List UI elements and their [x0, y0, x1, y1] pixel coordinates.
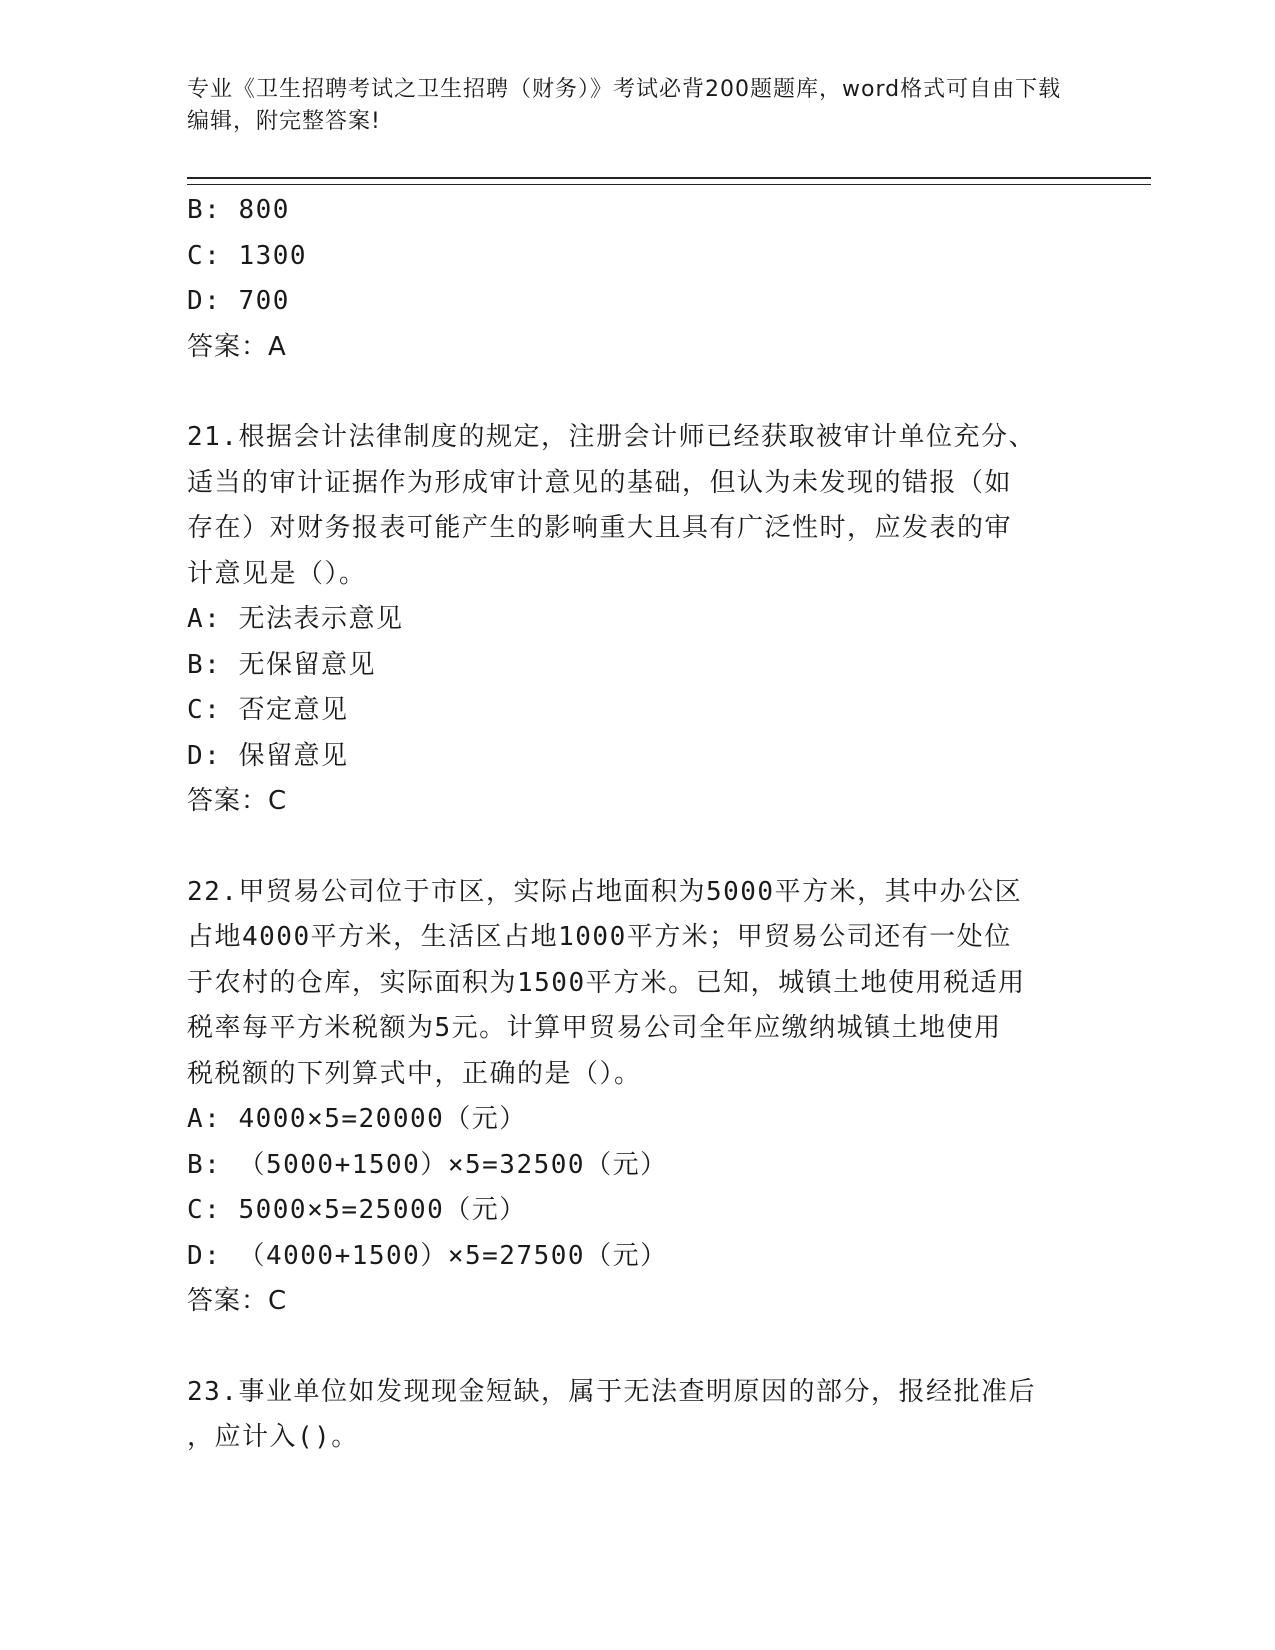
question-stem-line: 21.根据会计法律制度的规定，注册会计师已经获取被审计单位充分、: [187, 422, 1036, 452]
question-stem-line: ，应计入()。: [187, 1422, 359, 1452]
document-body: [187, 188, 1067, 1461]
question-stem-line: 税率每平方米税额为5元。计算甲贸易公司全年应缴纳城镇土地使用: [187, 1013, 1002, 1043]
question-stem-line: 计意见是（）。: [187, 558, 367, 589]
question-stem-line: 适当的审计证据作为形成审计意见的基础，但认为未发现的错报（如: [187, 467, 1013, 498]
question-23: [187, 1370, 1067, 1461]
answer-line: 答案：C: [187, 786, 288, 816]
option-d: D: 保留意见: [187, 740, 349, 771]
question-stem-line: 税税额的下列算式中，正确的是（）。: [187, 1058, 642, 1089]
option-b: B: 800: [187, 195, 290, 225]
option-b: B: （5000+1500）×5=32500（元）: [187, 1149, 668, 1180]
question-22: [187, 870, 1067, 1325]
option-d: D: （4000+1500）×5=27500（元）: [187, 1240, 668, 1271]
question-21: [187, 415, 1067, 825]
question-stem-line: 占地4000平方米，生活区占地1000平方米；甲贸易公司还有一处位: [187, 922, 1012, 952]
answer-line: 答案：C: [187, 1286, 288, 1316]
document-header: [187, 74, 1067, 138]
option-c: C: 5000×5=25000（元）: [187, 1195, 527, 1225]
question-stem-line: 存在）对财务报表可能产生的影响重大且具有广泛性时，应发表的审: [187, 513, 1013, 543]
option-d: D: 700: [187, 286, 290, 316]
question-stem-line: 23.事业单位如发现现金短缺，属于无法查明原因的部分，报经批准后: [187, 1376, 1036, 1407]
option-c: C: 否定意见: [187, 695, 349, 725]
option-a: A: 4000×5=20000（元）: [187, 1104, 527, 1134]
question-stem-line: 于农村的仓库，实际面积为1500平方米。已知，城镇土地使用税适用: [187, 967, 1026, 998]
option-a: A: 无法表示意见: [187, 604, 404, 634]
option-b: B: 无保留意见: [187, 649, 376, 680]
option-c: C: 1300: [187, 240, 308, 271]
question-stem-line: 22.甲贸易公司位于市区，实际占地面积为5000平方米，其中办公区: [187, 876, 1023, 907]
question-20-tail: [187, 188, 1067, 370]
header-title: 专业《卫生招聘考试之卫生招聘（财务）》考试必背200题题库，word格式可自由下载编辑，附完整答案!: [187, 77, 1062, 134]
header-divider: [187, 177, 1151, 185]
answer-line: 答案：A: [187, 331, 287, 362]
